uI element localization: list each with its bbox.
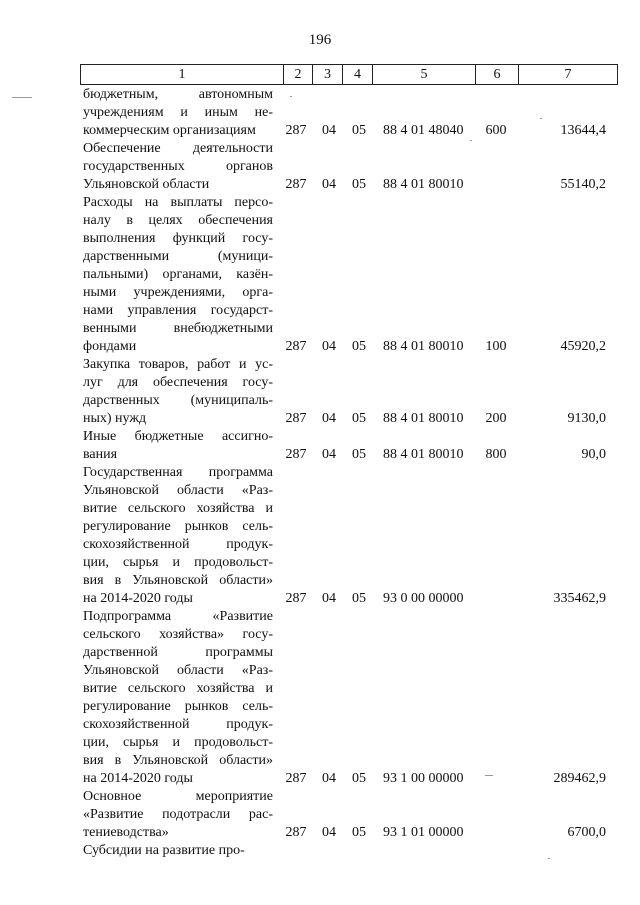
cell-subsection: 05	[352, 771, 366, 786]
description-line: тениеводства»	[83, 825, 169, 840]
row-description	[83, 464, 273, 608]
header-col-6: 6	[475, 65, 518, 84]
row-description	[83, 842, 273, 860]
cell-grbs: 287	[285, 411, 307, 426]
description-line: регулирование рынков сель-	[83, 699, 273, 714]
cell-amount: 6700,0	[567, 825, 606, 840]
description-line: дарственными (муници-	[83, 249, 273, 264]
cell-grbs: 287	[285, 123, 307, 138]
description-line: на 2014-2020 годы	[83, 771, 193, 786]
description-line: скохозяйственной продук-	[83, 537, 273, 552]
description-line: фондами	[83, 339, 137, 354]
header-col-5: 5	[372, 65, 475, 84]
cell-section: 04	[322, 177, 336, 192]
description-line: Обеспечение деятельности	[83, 141, 273, 156]
description-line: Субсидии на развитие про-	[83, 843, 245, 858]
description-line: пальными) органами, казён-	[83, 267, 273, 282]
description-line: вия в Ульяновской области»	[83, 573, 273, 588]
description-line: регулирование рынков сель-	[83, 519, 273, 534]
table-header	[80, 64, 618, 85]
description-line: дарственной программы	[83, 645, 273, 660]
cell-amount: 335462,9	[553, 591, 606, 606]
cell-target-code: 93 1 00 00000	[383, 771, 464, 786]
description-line: венными внебюджетными	[83, 321, 273, 336]
page-number: 196	[308, 32, 332, 48]
cell-subsection: 05	[352, 177, 366, 192]
cell-section: 04	[322, 447, 336, 462]
header-col-2: 2	[283, 65, 312, 84]
cell-section: 04	[322, 339, 336, 354]
description-line: выполнения функций госу-	[83, 231, 273, 246]
cell-section: 04	[322, 591, 336, 606]
cell-target-code: 88 4 01 48040	[383, 123, 464, 138]
table-row	[0, 464, 640, 608]
description-line: витие сельского хозяйства и	[83, 681, 273, 696]
table-row	[0, 842, 640, 860]
cell-section: 04	[322, 771, 336, 786]
cell-expense-type: 100	[485, 339, 507, 354]
description-line: Иные бюджетные ассигно-	[83, 429, 273, 444]
cell-amount: 13644,4	[560, 123, 606, 138]
description-line: вия в Ульяновской области»	[83, 753, 273, 768]
description-line: Государственная программа	[83, 465, 273, 480]
cell-expense-type: 600	[485, 123, 507, 138]
description-line: налу в целях обеспечения	[83, 213, 273, 228]
description-line: вания	[83, 447, 118, 462]
cell-grbs: 287	[285, 825, 307, 840]
cell-expense-type: 200	[485, 411, 507, 426]
table-row	[0, 86, 640, 140]
cell-grbs: 287	[285, 177, 307, 192]
cell-subsection: 05	[352, 411, 366, 426]
cell-target-code: 88 4 01 80010	[383, 339, 464, 354]
table-row	[0, 194, 640, 356]
description-line: Ульяновской области	[83, 177, 210, 192]
header-col-1: 1	[80, 65, 283, 84]
cell-amount: 55140,2	[560, 177, 606, 192]
description-line: на 2014-2020 годы	[83, 591, 193, 606]
cell-target-code: 93 1 01 00000	[383, 825, 464, 840]
cell-amount: 90,0	[581, 447, 606, 462]
cell-grbs: 287	[285, 591, 307, 606]
cell-subsection: 05	[352, 447, 366, 462]
description-line: Ульяновской области «Раз-	[83, 483, 273, 498]
description-line: луг для обеспечения госу-	[83, 375, 273, 390]
description-line: «Развитие подотрасли рас-	[83, 807, 273, 822]
row-description	[83, 788, 273, 842]
cell-section: 04	[322, 825, 336, 840]
row-description	[83, 86, 273, 140]
description-line: Закупка товаров, работ и ус-	[83, 357, 273, 372]
row-description	[83, 194, 273, 356]
description-line: учреждениям и иным не-	[83, 105, 273, 120]
table-row	[0, 356, 640, 428]
cell-target-code: 88 4 01 80010	[383, 411, 464, 426]
cell-amount: 9130,0	[567, 411, 606, 426]
cell-grbs: 287	[285, 771, 307, 786]
description-line: Основное мероприятие	[83, 789, 273, 804]
cell-subsection: 05	[352, 339, 366, 354]
table-row	[0, 608, 640, 788]
cell-grbs: 287	[285, 339, 307, 354]
cell-expense-type: 800	[485, 447, 507, 462]
table-row	[0, 428, 640, 464]
cell-section: 04	[322, 411, 336, 426]
row-description	[83, 140, 273, 194]
table-row	[0, 788, 640, 842]
row-description	[83, 608, 273, 788]
description-line: витие сельского хозяйства и	[83, 501, 273, 516]
description-line: бюджетным, автономным	[83, 87, 273, 102]
description-line: ции, сырья и продовольст-	[83, 555, 273, 570]
description-line: нами управления государст-	[83, 303, 273, 318]
header-col-7: 7	[518, 65, 618, 84]
table-row	[0, 140, 640, 194]
cell-subsection: 05	[352, 123, 366, 138]
row-description	[83, 356, 273, 428]
cell-amount: 45920,2	[560, 339, 606, 354]
description-line: Ульяновской области «Раз-	[83, 663, 273, 678]
description-line: коммерческим организациям	[83, 123, 256, 138]
cell-target-code: 88 4 01 80010	[383, 177, 464, 192]
cell-grbs: 287	[285, 447, 307, 462]
description-line: ных) нужд	[83, 411, 147, 426]
header-col-4: 4	[342, 65, 372, 84]
description-line: скохозяйственной продук-	[83, 717, 273, 732]
cell-target-code: 88 4 01 80010	[383, 447, 464, 462]
cell-amount: 289462,9	[553, 771, 606, 786]
header-col-3: 3	[312, 65, 342, 84]
row-description	[83, 428, 273, 464]
description-line: дарственных (муниципаль-	[83, 393, 273, 408]
cell-subsection: 05	[352, 591, 366, 606]
description-line: сельского хозяйства» госу-	[83, 627, 273, 642]
description-line: ции, сырья и продовольст-	[83, 735, 273, 750]
description-line: Подпрограмма «Развитие	[83, 609, 273, 624]
cell-section: 04	[322, 123, 336, 138]
cell-subsection: 05	[352, 825, 366, 840]
description-line: ными учреждениями, орга-	[83, 285, 273, 300]
cell-target-code: 93 0 00 00000	[383, 591, 464, 606]
description-line: Расходы на выплаты персо-	[83, 195, 273, 210]
description-line: государственных органов	[83, 159, 273, 174]
